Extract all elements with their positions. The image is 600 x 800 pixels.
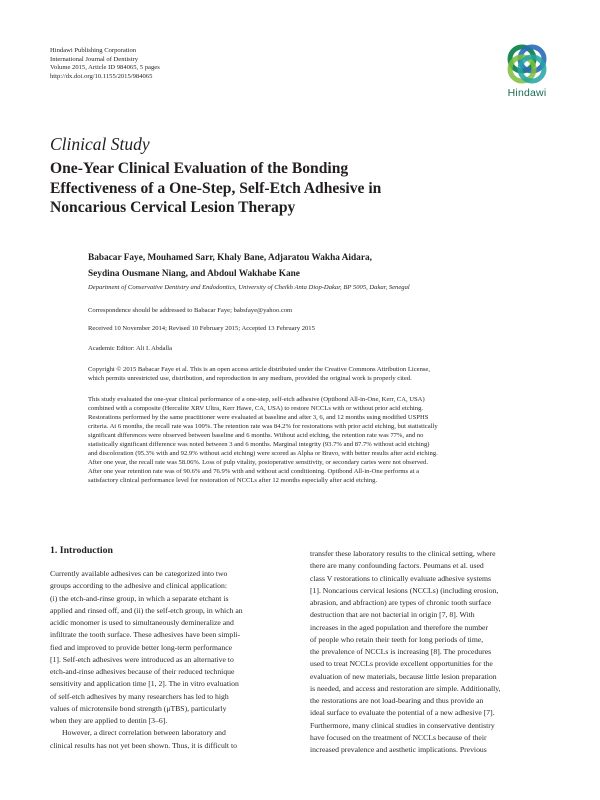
abstract-line: statistically significant difference was noted between 3 and 6 months. Marginal integrity (93.7% and 87.7% without acid etching) [88, 441, 430, 449]
author-list [88, 251, 498, 282]
hindawi-logo-icon [505, 42, 549, 86]
abstract-line: After one year retention rate was of 90.6% and 76.9% with and without acid conditioning. Optibond All-in-One performs at a [88, 468, 420, 476]
hindawi-logo [500, 42, 554, 104]
abstract-line: Restorations performed by the same practitioner were evaluated at baseline and after 3, 6, and 12 months using modified USPHS [88, 414, 429, 422]
license-line: which permits unrestricted use, distribution, and reproduction in any medium, provided the original work is properly cited. [88, 375, 412, 382]
body-line: the prevalence of NCCLs is increasing [8]. The procedures [310, 647, 492, 656]
correspondence: Correspondence should be addressed to Babacar Faye; babsfaye@yahoo.com [88, 307, 293, 314]
body-line: when they are applied to dentin [3–6]. [50, 716, 168, 725]
hindawi-logo-text: Hindawi [507, 87, 547, 99]
abstract-line: satisfactory clinical performance level for restoration of NCCLs after 12 months especially after acid etching. [88, 477, 378, 485]
body-line: destruction that are not bacterial in origin [7, 8]. With [310, 610, 475, 620]
body-column-right [310, 548, 558, 756]
body-line: However, a direct correlation between laboratory and [62, 728, 226, 738]
body-line: transfer these laboratory results to the clinical setting, where [310, 549, 496, 558]
body-line: Currently available adhesives can be categorized into two [50, 569, 228, 578]
body-line: clinical results has not yet been shown. Thus, it is difficult to [50, 740, 237, 750]
abstract-line: significant differences were observed between baseline and 6 months. Without acid etching, the retention rate was 77%, and no [88, 432, 424, 440]
body-line: acidic monomer is used to simultaneously demineralize and [50, 618, 234, 627]
abstract-line: criteria. At 6 months, the recall rate was 100%. The retention rate was 84.2% for restorations with prior acid etching, but statistically [88, 423, 438, 431]
body-line: increased prevalence and aesthetic implications. Previous [310, 745, 487, 754]
body-line: etch-and-rinse adhesives because of their reduced technique [50, 667, 235, 676]
body-line: groups according to the adhesive and clinical application: [50, 581, 227, 591]
abstract-line: combined with a composite (Herculite XRV Ultra, Kerr Hawe, CA, USA) to restore NCCLs with or without prior acid etching. [88, 405, 424, 413]
volume-info: Volume 2015, Article ID 984065, 5 pages [50, 64, 160, 72]
article-title [50, 159, 470, 218]
body-line: abrasion, and abfraction) are types of chronic tooth surface [310, 598, 492, 607]
affiliation: Department of Conservative Dentistry and Endodontics, University of Cheikh Anta Diop-Dakar, BP 5005, Dakar, Senegal [88, 284, 410, 291]
body-line: [1]. Self-etch adhesives were introduced as an alternative to [50, 654, 234, 664]
body-line: Furthermore, many clinical studies in conservative dentistry [310, 720, 495, 730]
author-line: Babacar Faye, Mouhamed Sarr, Khaly Bane, Adjaratou Wakha Aidara, [88, 253, 372, 263]
publisher-name: Hindawi Publishing Corporation [50, 47, 137, 54]
body-line: used to treat NCCLs provide excellent opportunities for the [310, 659, 493, 669]
author-line: Seydina Ousmane Niang, and Abdoul Wakhabe Kane [88, 268, 300, 279]
article-type: Clinical Study [50, 134, 150, 154]
body-line: of self-etch adhesives by many researchers has led to high [50, 691, 229, 701]
body-line: ideal surface to evaluate the potential of a new adhesive [7]. [310, 708, 495, 718]
journal-header [50, 47, 160, 81]
body-line: (i) the etch-and-rinse group, in which a separate etchant is [50, 593, 229, 603]
body-line: have focused on the treatment of NCCLs because of their [310, 732, 487, 742]
body-line: class V restorations to clinically evaluate adhesive systems [310, 573, 491, 583]
abstract-line: After one year, the recall rate was 58.06%. Loss of pulp vitality, postoperative sensitivity, or secondary caries were not observed. [88, 459, 428, 467]
body-line: evaluation of new materials, because little lesion preparation [310, 671, 497, 681]
abstract-line: and discoloration (95.3% with and 92.9% without acid etching) were scored as Alpha or Bravo, with better results after acid etching. [88, 450, 438, 458]
body-line: the restorations are not load-bearing and thus provide an [310, 696, 484, 705]
license-line: Copyright © 2015 Babacar Faye et al. This is an open access article distributed under the Creative Commons Attribution License, [88, 366, 431, 373]
body-line: increases in the aged population and therefore the number [310, 622, 489, 632]
doi-link[interactable]: http://dx.doi.org/10.1155/2015/984065 [50, 72, 153, 80]
copyright-license [88, 365, 558, 383]
body-line: fied and improved to provide better long-term performance [50, 642, 233, 652]
abstract-line: This study evaluated the one-year clinical performance of a one-step, self-etch adhesive (Optibond All-in-One, Kerr, CA, USA) [88, 396, 425, 403]
body-column-left [50, 568, 298, 752]
title-line: Effectiveness of a One-Step, Self-Etch Adhesive in [50, 179, 382, 197]
abstract [88, 395, 556, 485]
section-heading-introduction: 1. Introduction [50, 545, 113, 556]
article-dates: Received 10 November 2014; Revised 10 February 2015; Accepted 13 February 2015 [88, 325, 315, 332]
body-line: sensitivity and application time [1, 2]. The in vitro evaluation [50, 679, 239, 689]
body-line: is needed, and access and restoration are simple. Additionally, [310, 683, 501, 693]
body-line: there are many confounding factors. Peumans et al. used [310, 561, 484, 571]
title-line: One-Year Clinical Evaluation of the Bonding [50, 160, 349, 177]
body-line: [1]. Noncarious cervical lesions (NCCLs) (including erosion, [310, 585, 499, 595]
body-line: of people who retain their teeth for long periods of time, [310, 634, 484, 644]
journal-name: International Journal of Dentistry [50, 55, 139, 63]
body-line: infiltrate the tooth surface. These adhesives have been simpli- [50, 630, 241, 640]
body-line: applied and rinsed off, and (ii) the self-etch group, in which an [50, 605, 243, 615]
body-line: values of microtensile bond strength (μTBS), particularly [50, 703, 227, 713]
academic-editor: Academic Editor: Ali I. Abdalla [88, 345, 173, 352]
title-line: Noncarious Cervical Lesion Therapy [50, 199, 296, 216]
